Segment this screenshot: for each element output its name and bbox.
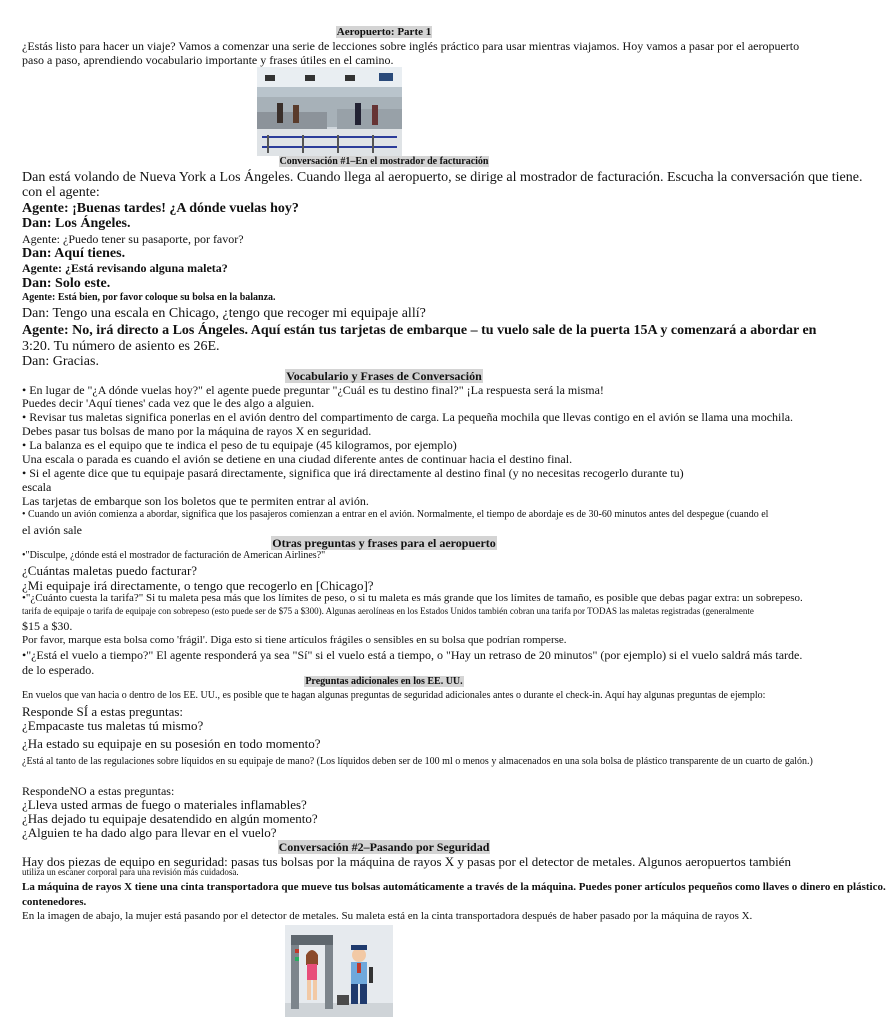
vocab-line: Puedes decir 'Aquí tienes' cada vez que le des algo a alguien. [22,396,315,410]
additional-questions-heading: Preguntas adicionales en los EE. UU. [305,676,463,687]
conv1-line: 3:20. Tu número de asiento es 26E. [22,339,220,354]
vocab-line: Debes pasar tus bolsas de mano por la máquina de rayos X en seguridad. [22,424,372,438]
vocab-line: • En lugar de "¿A dónde vuelas hoy?" el agente puede preguntar "¿Cuál es tu destino final?" ¡La respuesta será la misma! [22,383,604,397]
vocab-line: Una escala o parada es cuando el avión se detiene en una ciudad diferente antes de continuar hacia el destino final. [22,452,573,466]
conv1-line: Agente: ¡Buenas tardes! ¿A dónde vuelas hoy? [22,201,299,216]
other-questions-heading: Otras preguntas y frases para el aeropuerto [272,536,496,550]
vocab-line: el avión sale [22,523,82,537]
other-line: •"¿Cuánto cuesta la tarifa?" Si tu maleta pesa más que los límites de peso, o si tu maleta es más grande que los límites de tamaño, es posible que debas pagar extra: un sobrepeso. [22,592,803,604]
vocab-line: Las tarjetas de embarque son los boletos que te permiten entrar al avión. [22,494,369,508]
conv1-line: Dan: Tengo una escala en Chicago, ¿tengo que recoger mi equipaje allí? [22,306,426,321]
conv2-line: contenedores. [22,896,87,908]
other-line: •"¿Está el vuelo a tiempo?" El agente responderá ya sea "Sí" si el vuelo está a tiempo, o "Hay un retraso de 20 minutos" (por ejemplo) si el vuelo saldrá más tarde. [22,648,803,662]
vocab-line: escala [22,480,52,494]
additional-line: Responde SÍ a estas preguntas: [22,704,184,719]
additional-line: ¿Ha estado su equipaje en su posesión en todo momento? [22,736,321,751]
airport-checkin-image [257,67,402,156]
intro-line-1: ¿Estás listo para hacer un viaje? Vamos a comenzar una serie de lecciones sobre inglés práctico para usar mientras viajamos. Hoy vamos a pasar por el aeropuerto [22,39,800,53]
additional-line: ¿Está al tanto de las regulaciones sobre líquidos en su equipaje de mano? (Los líquidos deben ser de 100 ml o menos y almacenados en una sola bolsa de plástico transparente de un cuarto de galón.) [22,756,813,767]
conversation-2-heading: Conversación #2–Pasando por Seguridad [278,840,490,854]
additional-line: En vuelos que van hacia o dentro de los EE. UU., es posible que te hagan algunas preguntas de seguridad adicionales antes o durante el check-in. Aquí hay algunas preguntas de ejemplo: [22,690,766,701]
conv2-line: Hay dos piezas de equipo en seguridad: pasas tus bolsas por la máquina de rayos X y pasas por el detector de metales. Algunos aeropuertos también [22,854,791,869]
vocab-line: • Revisar tus maletas significa ponerlas en el avión dentro del compartimento de carga. La pequeña mochila que llevas contigo en el avión se llama una mochila. [22,410,794,424]
conv1-line: Dan: Gracias. [22,354,99,369]
conv2-line: En la imagen de abajo, la mujer está pasando por el detector de metales. Su maleta está en la cinta transportadora después de haber pasado por la máquina de rayos X. [22,910,753,922]
conv2-line: utiliza un escaner corporal para una revisión más cuidadosa. [22,867,239,877]
conv1-line: Dan está volando de Nueva York a Los Ángeles. Cuando llega al aeropuerto, se dirige al mostrador de facturación. Escucha la conversación que tiene. [22,170,863,185]
additional-line: ¿Has dejado tu equipaje desatendido en algún momento? [22,811,318,826]
vocab-line: • La balanza es el equipo que te indica el peso de tu equipaje (45 kilogramos, por ejemplo) [22,438,457,452]
conv1-line: Agente: ¿Está revisando alguna maleta? [22,261,228,275]
other-line: ¿Cuántas maletas puedo facturar? [22,563,198,578]
intro-line-2: paso a paso, aprendiendo vocabulario importante y frases útiles en el camino. [22,53,394,67]
additional-line: ¿Lleva usted armas de fuego o materiales inflamables? [22,797,307,812]
additional-line: ¿Alguien te ha dado algo para llevar en el vuelo? [22,825,277,840]
additional-line: ¿Empacaste tus maletas tú mismo? [22,718,204,733]
conv1-line: Dan: Solo este. [22,276,111,291]
other-line: tarifa de equipaje o tarifa de equipaje con sobrepeso (esto puede ser de $75 a $300). Algunas aerolíneas en los Estados Unidos también cobran una tarifa por TODAS las maletas registradas (generalmente [22,606,754,616]
conversation-1-heading: Conversación #1–En el mostrador de facturación [279,156,489,167]
vocab-line: • Cuando un avión comienza a abordar, significa que los pasajeros comienzan a entrar en el avión. Normalmente, el tiempo de abordaje es de 30-60 minutos antes del despegue (cuando el [22,509,769,520]
security-checkpoint-image [285,925,393,1017]
other-line: Por favor, marque esta bolsa como 'frágil'. Diga esto si tiene artículos frágiles o sensibles en su bolsa que podrían romperse. [22,634,567,646]
conv1-line: Dan: Aquí tienes. [22,246,126,261]
vocab-line: • Si el agente dice que tu equipaje pasará directamente, significa que irá directamente al destino final (y no necesitas recogerlo durante tu) [22,466,684,480]
conv1-line: Agente: ¿Puedo tener su pasaporte, por favor? [22,232,244,246]
conv1-line: Agente: No, irá directo a Los Ángeles. Aquí están tus tarjetas de embarque – tu vuelo sale de la puerta 15A y comenzará a abordar en [22,323,817,338]
conv1-line: Dan: Los Ángeles. [22,216,131,231]
other-line: •"Disculpe, ¿dónde está el mostrador de facturación de American Airlines?" [22,550,326,561]
conv2-line: La máquina de rayos X tiene una cinta transportadora que mueve tus bolsas automáticamente a través de la máquina. Puedes poner artículos pequeños como llaves o dinero en plástico. [22,881,886,893]
other-line: ¿Mi equipaje irá directamente, o tengo que recogerlo en [Chicago]? [22,578,374,593]
vocabulary-heading: Vocabulario y Frases de Conversación [286,369,482,383]
conv1-line: con el agente: [22,185,100,200]
other-line: $15 a $30. [22,619,73,633]
other-line: de lo esperado. [22,663,95,677]
conv1-line: Agente: Está bien, por favor coloque su bolsa en la balanza. [22,292,276,303]
page-title: Aeropuerto: Parte 1 [336,26,432,38]
additional-line: RespondeNO a estas preguntas: [22,784,175,798]
